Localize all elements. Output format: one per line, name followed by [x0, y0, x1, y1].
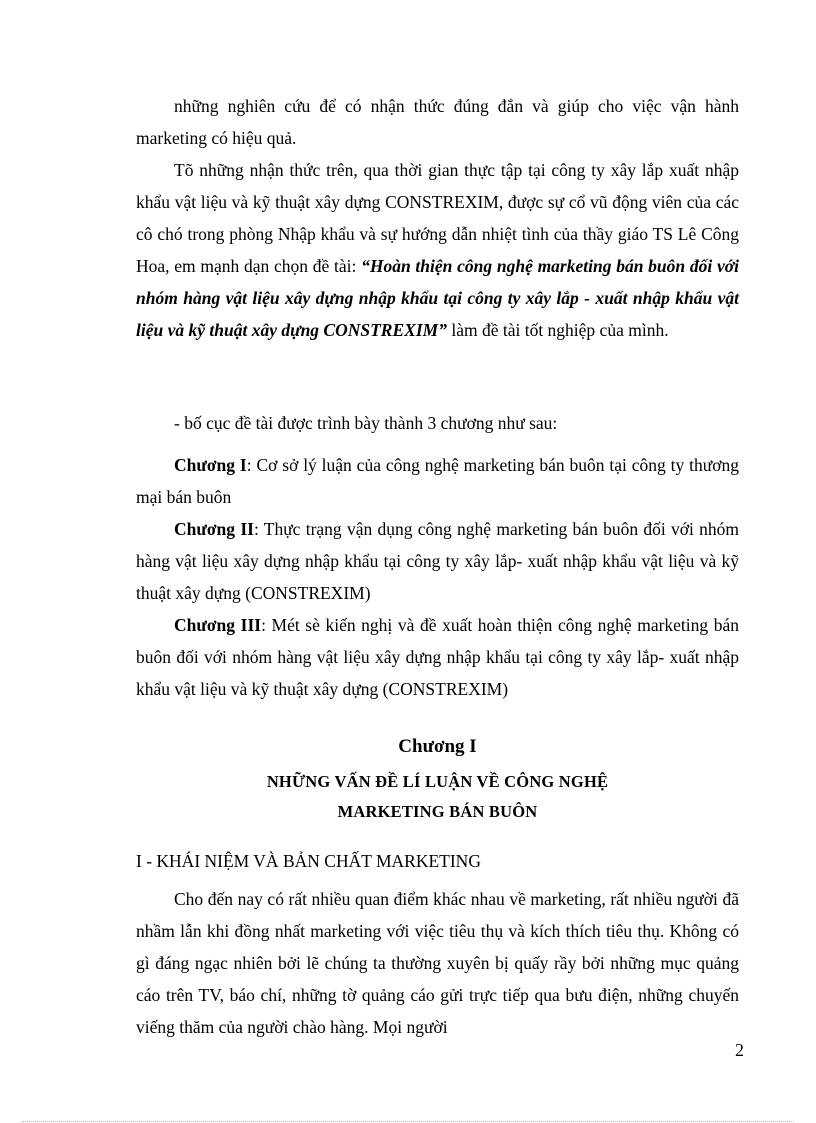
- chapter-3-label: Chương III: [174, 615, 262, 635]
- topic-tail-text: làm đề tài tốt nghiệp của mình.: [446, 320, 669, 340]
- body-text-top: [136, 90, 739, 346]
- topic-lead-text: Tõ những nhận thức trên, qua thời gian thực tập tại công ty xây lắp xuất nhập khẩu vật liệu và kỹ thuật xây dựng CONSTREXIM, được sự cổ vũ động viên của các cô chó trong phòng Nhập khẩu và sự hướng dẫn nhiệt tình của thầy giáo TS Lê Công Hoa, em mạnh dạn chọn đề tài:: [136, 160, 739, 276]
- chapter-1-label: Chương I: [174, 455, 247, 475]
- page-bottom-border: [22, 1121, 794, 1122]
- chapter-heading: Chương I: [398, 736, 477, 757]
- section-block: [136, 845, 739, 1043]
- chapter-title-line-1: NHỮNG VẤN ĐỀ LÍ LUẬN VỀ CÔNG NGHỆ: [266, 772, 609, 791]
- section-heading: I - KHÁI NIỆM VÀ BẢN CHẤT MARKETING: [136, 851, 481, 871]
- section-paragraph: Cho đến nay có rất nhiều quan điểm khác nhau về marketing, rất nhiều người đã nhầm lẫn khi đồng nhất marketing với việc tiêu thụ và kích thích tiêu thụ. Không có gì đáng ngạc nhiên bởi lẽ chúng ta thường xuyên bị quấy rầy bởi những mục quảng cáo trên TV, báo chí, những tờ quảng cáo gửi trực tiếp qua bưu điện, những chuyến viếng thăm của người chào hàng. Mọi người: [136, 889, 739, 1037]
- thesis-title: “Hoàn thiện công nghệ marketing bán buôn đối với nhóm hàng vật liệu xây dựng nhập khẩu tại công ty xây lắp - xuất nhập khẩu vật liệu và kỹ thuật xây dựng CONSTREXIM”: [136, 256, 739, 340]
- chapter-1-text: : Cơ sở lý luận của công nghệ marketing bán buôn tại công ty thương mại bán buôn: [136, 455, 739, 507]
- chapter-1-summary: [136, 449, 739, 513]
- chapter-2-text: : Thực trạng vận dụng công nghệ marketing bán buôn đối với nhóm hàng vật liệu xây dựng nhập khẩu tại công ty xây lắp- xuất nhập khẩu vật liệu và kỹ thuật xây dựng (CONSTREXIM): [136, 519, 739, 603]
- page-number: 2: [735, 1040, 744, 1060]
- chapter-2-label: Chương II: [174, 519, 254, 539]
- chapter-title-line-2: MARKETING BÁN BUÔN: [337, 802, 538, 821]
- chapter-2-summary: [136, 513, 739, 609]
- paragraph-topic-selection: [136, 154, 739, 346]
- chapter-3-text: : Mét sè kiến nghị và đề xuất hoàn thiện công nghệ marketing bán buôn đối với nhóm hàng vật liệu xây dựng nhập khẩu tại công ty xây lắp- xuất nhập khẩu vật liệu và kỹ thuật xây dựng (CONSTREXIM): [136, 615, 740, 699]
- chapter-heading-block: [136, 731, 739, 828]
- paragraph-structure-intro: - bố cục đề tài được trình bày thành 3 chương như sau:: [174, 413, 558, 433]
- body-text-structure: [136, 407, 739, 705]
- paragraph-intro-continuation: những nghiên cứu để có nhận thức đúng đắn và giúp cho việc vận hành marketing có hiệu quả.: [136, 96, 739, 148]
- chapter-3-summary: [136, 609, 739, 705]
